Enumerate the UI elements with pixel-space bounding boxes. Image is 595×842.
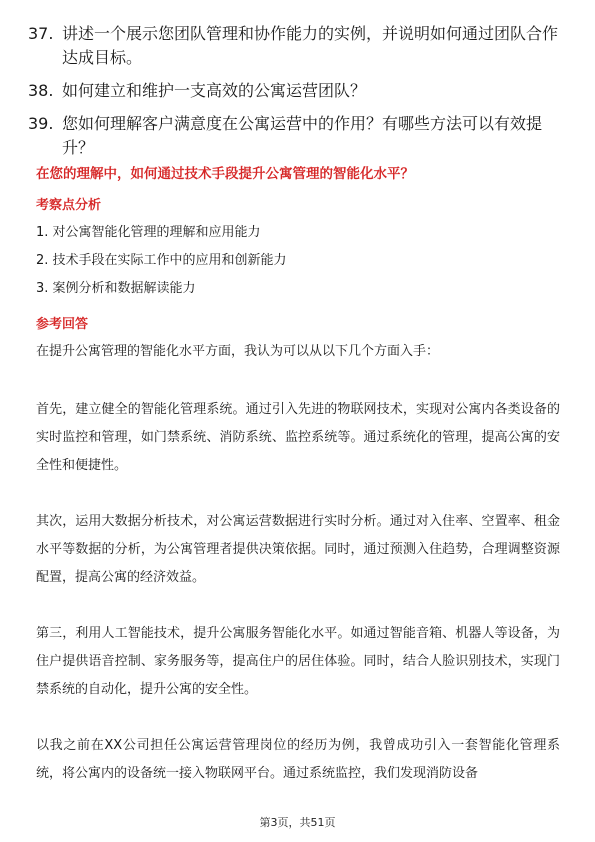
page-footer: 第3页，共51页 (259, 816, 336, 829)
answer-paragraph: 以我之前在XX公司担任公寓运营管理岗位的经历为例，我曾成功引入一套智能化管理系统，将公寓内的设备统一接入物联网平台。通过系统监控，我们发现消防设备 (36, 738, 560, 781)
analysis-point: 2. 技术手段在实际工作中的应用和创新能力 (36, 253, 287, 268)
question-item (28, 22, 568, 70)
question-item (28, 112, 568, 160)
question-list (28, 22, 568, 169)
analysis-point: 3. 案例分析和数据解读能力 (36, 281, 196, 296)
highlight-question: 在您的理解中，如何通过技术手段提升公寓管理的智能化水平？ (36, 166, 414, 182)
analysis-points (36, 224, 566, 308)
analysis-point: 1. 对公寓智能化管理的理解和应用能力 (36, 225, 261, 240)
question-text: 如何建立和维护一支高效的公寓运营团队？ (62, 81, 367, 100)
answer-paragraph: 首先，建立健全的智能化管理系统。通过引入先进的物联网技术，实现对公寓内各类设备的实时监控和管理，如门禁系统、消防系统、监控系统等。通过系统化的管理，提高公寓的安全性和便捷性。 (36, 402, 560, 473)
question-number: 37. (28, 24, 54, 43)
analysis-label: 考察点分析 (36, 198, 102, 213)
question-item (28, 79, 568, 103)
question-number: 39. (28, 114, 54, 133)
answer-paragraph: 在提升公寓管理的智能化水平方面，我认为可以从以下几个方面入手： (36, 344, 440, 359)
answer-paragraph: 第三，利用人工智能技术，提升公寓服务智能化水平。如通过智能音箱、机器人等设备，为住户提供语音控制、家务服务等，提高住户的居住体验。同时，结合人脸识别技术，实现门禁系统的自动化，提升公寓的安全性。 (36, 626, 560, 697)
answer-label: 参考回答 (36, 317, 89, 332)
question-text: 您如何理解客户满意度在公寓运营中的作用？有哪些方法可以有效提升？ (62, 114, 543, 157)
question-number: 38. (28, 81, 54, 100)
answer-paragraph: 其次，运用大数据分析技术，对公寓运营数据进行实时分析。通过对入住率、空置率、租金水平等数据的分析，为公寓管理者提供决策依据。同时，通过预测入住趋势，合理调整资源配置，提高公寓的经济效益。 (36, 514, 560, 585)
question-text: 讲述一个展示您团队管理和协作能力的实例，并说明如何通过团队合作达成目标。 (62, 24, 559, 67)
